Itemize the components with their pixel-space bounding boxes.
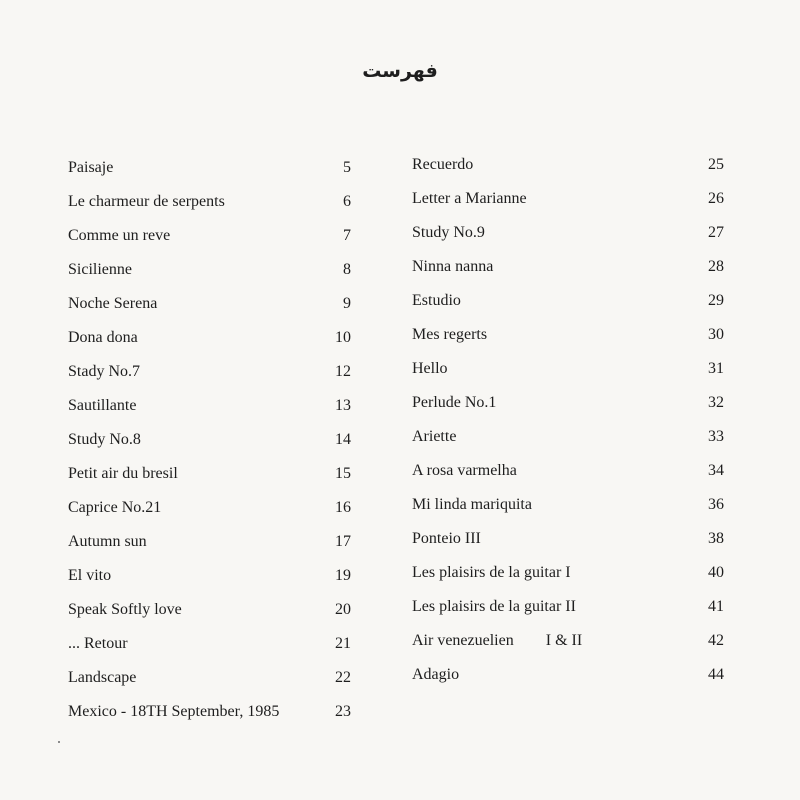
toc-entry-title-text: Letter a Marianne: [412, 190, 527, 207]
toc-entry-title-text: Comme un reve: [68, 227, 171, 244]
toc-entry-title-text: Mexico - 18TH September, 1985: [68, 703, 280, 720]
toc-entry: [412, 152, 724, 186]
toc-entry: [412, 186, 724, 220]
toc-entry-title: [68, 393, 136, 419]
toc-entry-page-number: 26: [708, 190, 724, 207]
toc-entry: [412, 560, 724, 594]
toc-entry-page-number: 19: [335, 567, 351, 584]
toc-entry-title: [68, 529, 147, 555]
toc-entry-title: [412, 492, 532, 518]
toc-entry-title-text: Air venezuelien: [412, 632, 514, 649]
toc-entry-title-text: Les plaisirs de la guitar I: [412, 564, 571, 581]
toc-entry-title-text: Estudio: [412, 292, 461, 309]
toc-entry-page-number: 40: [708, 564, 724, 581]
toc-entry: [412, 492, 724, 526]
toc-entry-page-number: 6: [343, 193, 351, 210]
toc-entry: [412, 322, 724, 356]
toc-entry-title: [412, 628, 582, 654]
toc-entry-title: [68, 461, 178, 487]
toc-entry-title-text: Caprice No.21: [68, 499, 162, 516]
toc-entry-page-number: 41: [708, 598, 724, 615]
toc-entry-title-text: Sautillante: [68, 397, 137, 414]
toc-entry-page-number: 13: [335, 397, 351, 414]
toc-entry-title: [68, 257, 132, 283]
toc-entry: [68, 427, 351, 461]
toc-entry-page-number: 20: [335, 601, 351, 618]
toc-entry-title-text: Ponteio III: [412, 530, 481, 547]
toc-entry-title: [412, 458, 517, 484]
toc-entry: [68, 325, 351, 359]
toc-entry-title: [412, 152, 473, 178]
toc-entry-title: [412, 526, 481, 552]
toc-entry-title: [68, 597, 182, 623]
toc-entry: [68, 563, 351, 597]
toc-entry-title-text: A rosa varmelha: [412, 462, 517, 479]
toc-entry-page-number: 44: [708, 666, 724, 683]
toc-entry-page-number: 16: [335, 499, 351, 516]
toc-entry: [412, 254, 724, 288]
toc-entry-title: [412, 390, 496, 416]
toc-entry: [412, 220, 724, 254]
toc-entry-title-text: ... Retour: [68, 635, 128, 652]
toc-entry: [412, 628, 724, 662]
toc-entry: [68, 291, 351, 325]
toc-entry-page-number: 36: [708, 496, 724, 513]
toc-entry-title-text: Mes regerts: [412, 326, 488, 343]
toc-entry-subtitle: I & II: [545, 632, 583, 649]
toc-entry-title-text: Ariette: [412, 428, 457, 445]
toc-entry: [412, 662, 724, 696]
toc-entry-title-text: Ninna nanna: [412, 258, 494, 275]
toc-entry: [412, 594, 724, 628]
toc-entry: [412, 424, 724, 458]
toc-entry-title-text: Landscape: [68, 669, 137, 686]
toc-entry-title: [68, 359, 140, 385]
toc-entry-title: [412, 662, 459, 688]
toc-entry-page-number: 15: [335, 465, 351, 482]
toc-entry: [412, 288, 724, 322]
toc-entry-page-number: 17: [335, 533, 351, 550]
toc-entry-page-number: 27: [708, 224, 724, 241]
toc-entry-page-number: 28: [708, 258, 724, 275]
toc-entry-title: [412, 220, 485, 246]
toc-entry-title: [68, 189, 225, 215]
toc-entry-title-text: Autumn sun: [68, 533, 147, 550]
toc-entry-title: [68, 563, 111, 589]
toc-entry-title-text: El vito: [68, 567, 112, 584]
toc-entry-title: [412, 424, 456, 450]
toc-entry: [68, 597, 351, 631]
toc-entry-title-text: Sicilienne: [68, 261, 132, 278]
toc-entry-page-number: 42: [708, 632, 724, 649]
toc-right-column: [412, 152, 724, 696]
toc-entry-title: [412, 356, 448, 382]
toc-entry-title: [68, 631, 128, 657]
toc-entry-page-number: 22: [335, 669, 351, 686]
toc-entry-page-number: 14: [335, 431, 351, 448]
toc-entry-page-number: 23: [335, 703, 351, 720]
toc-left-column: [68, 155, 351, 733]
toc-entry-title-text: Noche Serena: [68, 295, 158, 312]
toc-entry-title: [68, 427, 141, 453]
toc-entry-title-text: Petit air du bresil: [68, 465, 178, 482]
page-title: فهرست: [362, 60, 438, 82]
toc-entry: [68, 155, 351, 189]
toc-entry-page-number: 7: [343, 227, 351, 244]
toc-entry-page-number: 21: [335, 635, 351, 652]
toc-entry-title: [68, 223, 170, 249]
toc-entry: [68, 529, 351, 563]
toc-entry: [68, 189, 351, 223]
toc-entry-title: [412, 560, 571, 586]
toc-entry-title: [68, 291, 157, 317]
toc-entry-title-text: Le charmeur de serpents: [68, 193, 225, 210]
toc-entry: [412, 526, 724, 560]
print-speck: [58, 741, 60, 743]
toc-entry-title: [412, 186, 527, 212]
toc-entry-title-text: Les plaisirs de la guitar II: [412, 598, 576, 615]
toc-entry-title-text: Speak Softly love: [68, 601, 182, 618]
toc-entry-title: [412, 288, 461, 314]
toc-entry-page-number: 8: [343, 261, 351, 278]
toc-entry-title-text: Hello: [412, 360, 448, 377]
toc-entry-page-number: 32: [708, 394, 724, 411]
toc-entry-title: [68, 325, 138, 351]
toc-entry: [68, 699, 351, 733]
toc-entry: [412, 458, 724, 492]
toc-entry-title-text: Paisaje: [68, 159, 114, 176]
toc-entry-title-text: Dona dona: [68, 329, 138, 346]
toc-entry-title: [412, 322, 487, 348]
toc-entry-page-number: 10: [335, 329, 351, 346]
toc-entry-page-number: 29: [708, 292, 724, 309]
toc-entry-title: [68, 665, 136, 691]
toc-entry-title-text: Recuerdo: [412, 156, 474, 173]
toc-entry-page-number: 12: [335, 363, 351, 380]
toc-entry-title: [412, 594, 576, 620]
toc-entry: [68, 223, 351, 257]
toc-entry-page-number: 25: [708, 156, 724, 173]
toc-entry-title-text: Adagio: [412, 666, 460, 683]
toc-entry: [412, 356, 724, 390]
toc-entry: [68, 665, 351, 699]
toc-entry-title: [412, 254, 493, 280]
toc-entry-title-text: Stady No.7: [68, 363, 140, 380]
toc-entry-title: [68, 699, 279, 725]
toc-entry-title: [68, 155, 113, 181]
toc-entry: [412, 390, 724, 424]
toc-entry-page-number: 34: [708, 462, 724, 479]
toc-entry-page-number: 31: [708, 360, 724, 377]
toc-entry-page-number: 5: [343, 159, 351, 176]
toc-entry: [68, 359, 351, 393]
toc-entry: [68, 257, 351, 291]
toc-entry-page-number: 9: [343, 295, 351, 312]
toc-entry: [68, 393, 351, 427]
toc-entry-title-text: Study No.8: [68, 431, 141, 448]
toc-entry-title: [68, 495, 161, 521]
toc-entry-title-text: Mi linda mariquita: [412, 496, 532, 513]
toc-entry: [68, 631, 351, 665]
toc-entry-page-number: 38: [708, 530, 724, 547]
toc-entry-title-text: Perlude No.1: [412, 394, 497, 411]
toc-entry: [68, 461, 351, 495]
toc-entry-page-number: 30: [708, 326, 724, 343]
toc-entry-page-number: 33: [708, 428, 724, 445]
toc-entry-title-text: Study No.9: [412, 224, 485, 241]
toc-entry: [68, 495, 351, 529]
